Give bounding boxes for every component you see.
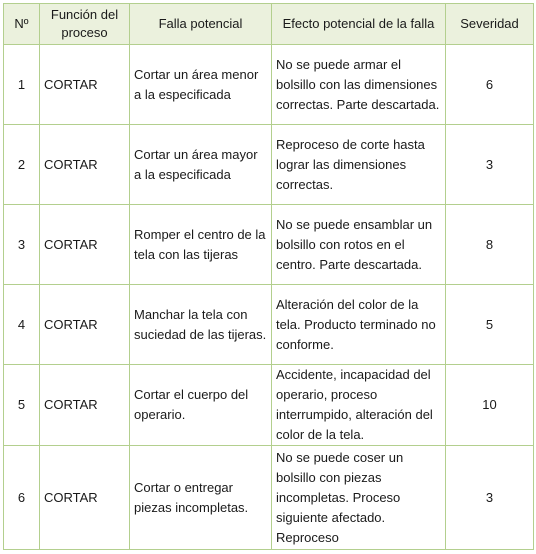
cell-num: 3: [4, 205, 40, 285]
header-efecto: Efecto potencial de la falla: [272, 4, 446, 45]
cell-falla: Manchar la tela con suciedad de las tijeras.: [130, 285, 272, 365]
cell-funcion: CORTAR: [40, 45, 130, 125]
cell-funcion: CORTAR: [40, 125, 130, 205]
cell-num: 2: [4, 125, 40, 205]
table-row: [4, 125, 534, 205]
cell-efecto: Alteración del color de la tela. Producto terminado no conforme.: [272, 285, 446, 365]
cell-num: 4: [4, 285, 40, 365]
cell-severidad: 10: [446, 365, 534, 446]
cell-falla: Cortar un área mayor a la especificada: [130, 125, 272, 205]
cell-falla: Cortar un área menor a la especificada: [130, 45, 272, 125]
cell-severidad: 8: [446, 205, 534, 285]
document-wrapper: [3, 3, 534, 550]
cell-funcion: CORTAR: [40, 365, 130, 446]
cell-efecto: No se puede armar el bolsillo con las dimensiones correctas. Parte descartada.: [272, 45, 446, 125]
cell-severidad: 3: [446, 125, 534, 205]
header-funcion: Función del proceso: [40, 4, 130, 45]
table-row: [4, 446, 534, 550]
table-row: [4, 205, 534, 285]
cell-falla: Romper el centro de la tela con las tijeras: [130, 205, 272, 285]
cell-efecto: Reproceso de corte hasta lograr las dimensiones correctas.: [272, 125, 446, 205]
cell-falla: Cortar o entregar piezas incompletas.: [130, 446, 272, 550]
header-severidad: Severidad: [446, 4, 534, 45]
cell-severidad: 3: [446, 446, 534, 550]
cell-funcion: CORTAR: [40, 285, 130, 365]
header-falla: Falla potencial: [130, 4, 272, 45]
cell-efecto: No se puede ensamblar un bolsillo con rotos en el centro. Parte descartada.: [272, 205, 446, 285]
cell-severidad: 6: [446, 45, 534, 125]
cell-funcion: CORTAR: [40, 205, 130, 285]
table-row: [4, 365, 534, 446]
cell-falla: Cortar el cuerpo del operario.: [130, 365, 272, 446]
cell-funcion: CORTAR: [40, 446, 130, 550]
table-body: [4, 45, 534, 550]
table-row: [4, 45, 534, 125]
cell-severidad: 5: [446, 285, 534, 365]
table-header: [4, 4, 534, 45]
table-row: [4, 285, 534, 365]
cell-efecto: Accidente, incapacidad del operario, proceso interrumpido, alteración del color de la tela.: [272, 365, 446, 446]
cell-num: 1: [4, 45, 40, 125]
header-num: Nº: [4, 4, 40, 45]
cell-efecto: No se puede coser un bolsillo con piezas incompletas. Proceso siguiente afectado. Reproceso: [272, 446, 446, 550]
cell-num: 5: [4, 365, 40, 446]
fmea-table: [3, 3, 534, 550]
header-row: [4, 4, 534, 45]
cell-num: 6: [4, 446, 40, 550]
